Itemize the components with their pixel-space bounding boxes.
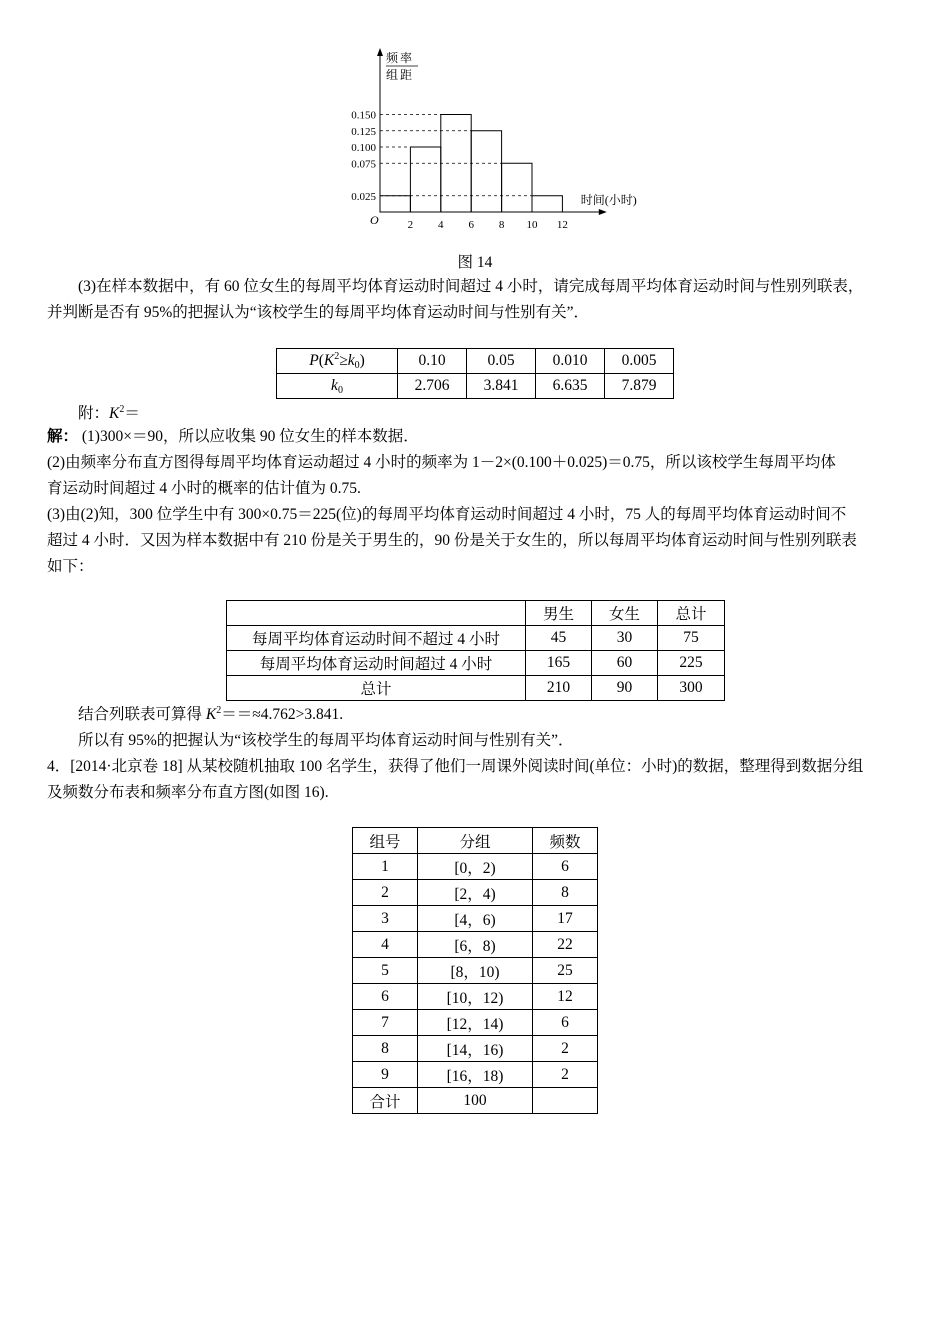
table-cell: 0.010: [536, 349, 605, 374]
conclusion-line1: [47, 702, 907, 728]
table-cell: 45: [526, 626, 592, 651]
table-cell: 25: [533, 958, 598, 984]
geq-symbol: ≥: [339, 352, 348, 369]
table-cell: 3.841: [467, 374, 536, 399]
table-cell: 2: [533, 1062, 598, 1088]
table-cell: 3: [353, 906, 418, 932]
table-cell: 6.635: [536, 374, 605, 399]
table-header-row: [227, 601, 725, 626]
table-cell: [4，6): [418, 906, 533, 932]
histogram-bar: [502, 163, 532, 212]
x-tick-label: 2: [407, 219, 414, 231]
y-tick-label: 0.150: [351, 109, 376, 122]
table-cell: 9: [353, 1062, 418, 1088]
table-row: [353, 880, 598, 906]
y-tick-label: 0.075: [351, 158, 376, 171]
note-suffix: ＝: [124, 405, 140, 422]
table-cell: 7.879: [605, 374, 674, 399]
y-tick-label: 0.100: [351, 142, 376, 154]
subscript: 0: [337, 385, 343, 396]
table-cell: 合计: [353, 1088, 418, 1114]
solution-line2a: (2)由频率分布直方图得每周平均体育运动超过 4 小时的频率为 1－2×(0.100＋0.025)＝0.75，所以该校学生每周平均体: [47, 454, 836, 471]
table-row: [353, 1062, 598, 1088]
table-cell: 0.10: [398, 349, 467, 374]
table-row: [227, 651, 725, 676]
table-cell: 6: [533, 854, 598, 880]
table-cell: 1: [353, 854, 418, 880]
table-header-cell: [227, 601, 526, 626]
solution-text: (1)300×＝90，所以应收集 90 位女生的样本数据．: [81, 428, 419, 445]
table-header-cell: 总计: [658, 601, 725, 626]
table-cell: 12: [533, 984, 598, 1010]
frequency-table: [352, 827, 598, 1114]
table-cell: 6: [533, 1010, 598, 1036]
table-cell: [16，18): [418, 1062, 533, 1088]
table-header-cell: 男生: [526, 601, 592, 626]
table-cell: [6，8): [418, 932, 533, 958]
k-symbol: K: [323, 352, 335, 369]
table-row: [353, 906, 598, 932]
conclusion-line2: 所以有 95%的把握认为“该校学生的每周平均体育运动时间与性别有关”．: [78, 732, 574, 749]
x-tick-label: 8: [498, 219, 505, 231]
x-axis-label: 时间(小时): [580, 193, 637, 207]
table-cell: 17: [533, 906, 598, 932]
table-cell: [533, 1088, 598, 1114]
table-cell: 7: [353, 1010, 418, 1036]
table-row: [353, 1036, 598, 1062]
table-cell: 90: [592, 676, 658, 701]
x-tick-label: 10: [526, 219, 538, 231]
x-tick-label: 12: [556, 219, 568, 231]
table-row: [353, 1010, 598, 1036]
table-cell: 210: [526, 676, 592, 701]
part3-question-line2: 并判断是否有 95%的把握认为“该校学生的每周平均体育运动时间与性别有关”．: [47, 304, 590, 321]
superscript: 2: [216, 705, 222, 716]
y-tick-label: 0.125: [351, 125, 376, 138]
table-cell: [14，16): [418, 1036, 533, 1062]
contingency-table: [226, 600, 725, 701]
table-cell: 8: [533, 880, 598, 906]
x-axis-arrow-icon: [599, 209, 607, 215]
solution-line2b: 育运动时间超过 4 小时的概率的估计值为 0.75.: [47, 480, 361, 497]
solution-line3c: 如下：: [47, 558, 94, 575]
table-cell: 30: [592, 626, 658, 651]
frequency-table-body: [353, 854, 598, 1114]
problem4-line1: 4．[2014·北京卷 18] 从某校随机抽取 100 名学生，获得了他们一周课外阅读时间(单位：小时)的数据，整理得到数据分组: [47, 758, 864, 775]
k-symbol: K: [205, 706, 217, 723]
x-tick-label: 4: [438, 219, 444, 231]
table-cell: 0.005: [605, 349, 674, 374]
k-symbol: K: [109, 405, 120, 422]
y-axis-arrow-icon: [377, 48, 383, 56]
conclusion-suffix: ＝＝≈4.762>3.841.: [221, 706, 344, 723]
solution-line3a: (3)由(2)知，300 位学生中有 300×0.75＝225(位)的每周平均体育运动时间超过 4 小时，75 人的每周平均体育运动时间不: [47, 506, 847, 523]
table-cell: 100: [418, 1088, 533, 1114]
histogram-bars: [380, 115, 562, 213]
part3-question-line1: (3)在样本数据中，有 60 位女生的每周平均体育运动时间超过 4 小时，请完成每周平均体育运动时间与性别列联表，: [78, 278, 864, 295]
table-cell: 75: [658, 626, 725, 651]
table-cell: [0，2): [418, 854, 533, 880]
histogram-guides: [380, 115, 532, 196]
table-header-cell: 频数: [533, 828, 598, 854]
table-cell: 总计: [227, 676, 526, 701]
table-cell: 2: [353, 880, 418, 906]
table-row: [353, 932, 598, 958]
table-cell: 8: [353, 1036, 418, 1062]
table-cell: 2: [533, 1036, 598, 1062]
table-cell: [8，10): [418, 958, 533, 984]
superscript: 2: [119, 404, 125, 415]
table-row: [227, 676, 725, 701]
table-cell: [10，12): [418, 984, 533, 1010]
problem4-line2: 及频数分布表和频率分布直方图(如图 16).: [47, 784, 329, 801]
table-cell: 225: [658, 651, 725, 676]
y-tick-label: 0.025: [351, 190, 376, 203]
origin-label: O: [370, 213, 379, 227]
table-row: [277, 349, 674, 374]
table-cell: 6: [353, 984, 418, 1010]
critical-value-table: [276, 348, 674, 399]
table-row: [353, 854, 598, 880]
table-cell: 165: [526, 651, 592, 676]
k0-label-cell: [277, 374, 398, 399]
k0-symbol: k: [347, 352, 355, 369]
solution-line1: [47, 424, 907, 450]
y-axis-label-bottom: 组距: [386, 68, 415, 82]
table-cell: 4: [353, 932, 418, 958]
table-row: [353, 1088, 598, 1114]
histogram-bar: [410, 147, 440, 212]
table-cell: 22: [533, 932, 598, 958]
table-cell: 2.706: [398, 374, 467, 399]
table-header-cell: 分组: [418, 828, 533, 854]
table-row: [227, 626, 725, 651]
p-label-cell: $P(K^2\ge k_0)$: [277, 349, 398, 374]
table-row: [277, 374, 674, 399]
frequency-histogram: [330, 40, 650, 240]
table-cell: 60: [592, 651, 658, 676]
table-cell: [12，14): [418, 1010, 533, 1036]
y-axis-label-top: 频率: [386, 51, 415, 65]
x-tick-label: 6: [468, 219, 474, 231]
k0-symbol: k: [331, 377, 338, 394]
table-header-row: [353, 828, 598, 854]
solution-line3b: 超过 4 小时．又因为样本数据中有 210 份是关于男生的，90 份是关于女生的，所以每周平均体育运动时间与性别列联表: [47, 532, 857, 549]
p-symbol: P: [309, 352, 319, 369]
table-cell: 每周平均体育运动时间不超过 4 小时: [227, 626, 526, 651]
table-cell: [2，4): [418, 880, 533, 906]
table-cell: 5: [353, 958, 418, 984]
figure-caption: 图 14: [457, 254, 493, 271]
table-cell: 300: [658, 676, 725, 701]
subscript: 0: [354, 360, 360, 371]
superscript: 2: [334, 351, 340, 362]
histogram-bar: [471, 131, 501, 212]
table-cell: 0.05: [467, 349, 536, 374]
table-header-cell: 组号: [353, 828, 418, 854]
table-cell: 每周平均体育运动时间超过 4 小时: [227, 651, 526, 676]
table-row: [353, 984, 598, 1010]
histogram-bar: [380, 196, 410, 212]
note-prefix: 附：: [78, 405, 110, 422]
histogram-labels: [351, 50, 637, 231]
solution-label: 解：: [47, 428, 79, 445]
table-row: [353, 958, 598, 984]
histogram-bar: [532, 196, 562, 212]
table-header-cell: 女生: [592, 601, 658, 626]
conclusion-prefix: 结合列联表可算得: [78, 706, 206, 723]
